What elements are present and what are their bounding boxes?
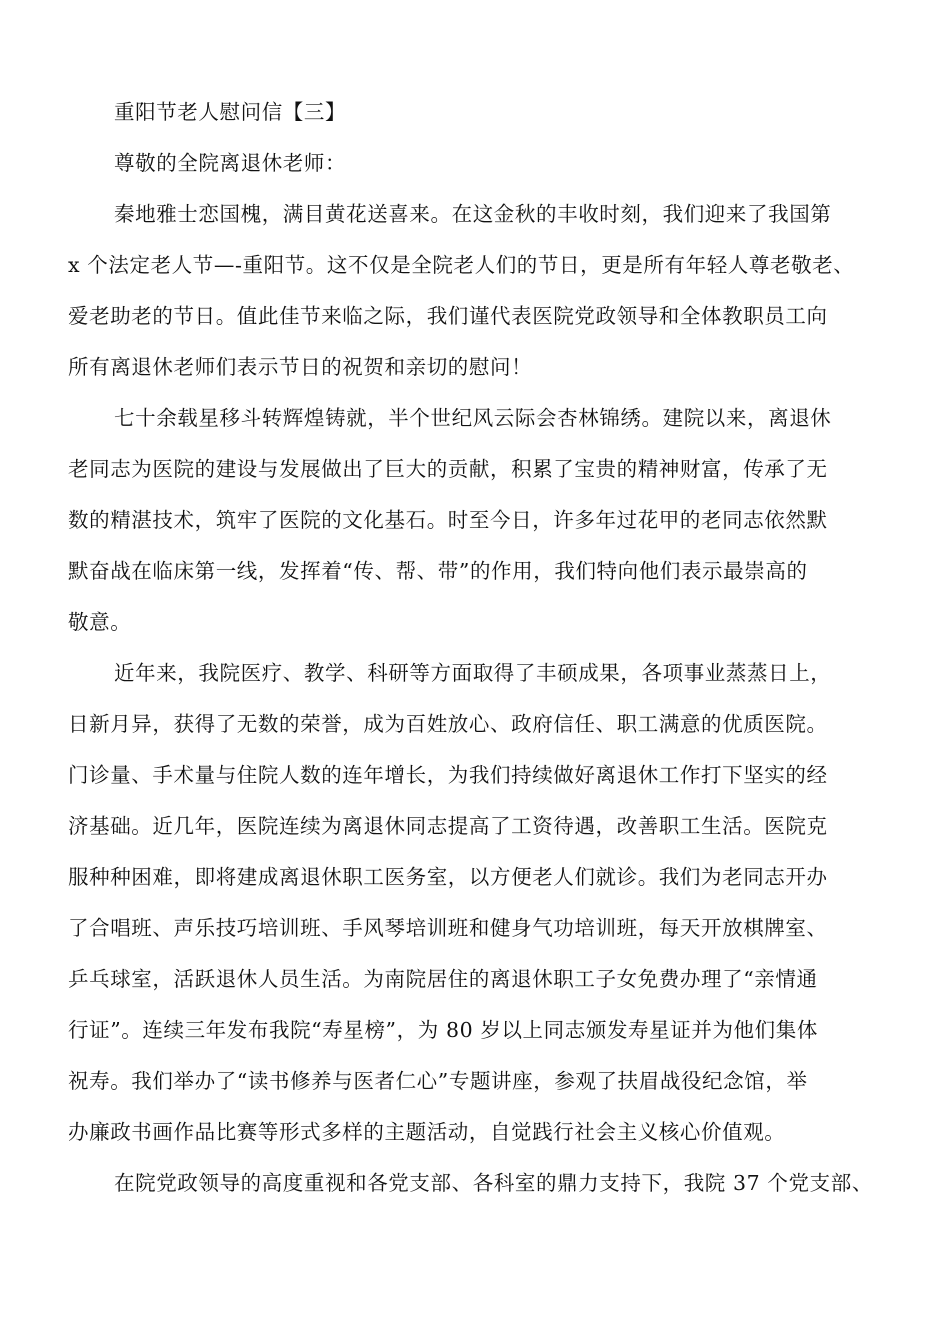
paragraph-line: 老同志为医院的建设与发展做出了巨大的贡献，积累了宝贵的精神财富，传承了无 (68, 457, 828, 481)
paragraph-line: 服种种困难，即将建成离退休职工医务室，以方便老人们就诊。我们为老同志开办 (68, 865, 828, 889)
paragraph-line: 七十余载星移斗转辉煌铸就，半个世纪风云际会杏林锦绣。建院以来，离退休 (114, 406, 832, 430)
paragraph-line: 默奋战在临床第一线，发挥着“传、帮、带”的作用，我们特向他们表示最崇高的 (68, 559, 808, 583)
paragraph-line: 门诊量、手术量与住院人数的连年增长，为我们持续做好离退休工作打下坚实的经 (68, 763, 828, 787)
paragraph-line: 爱老助老的节日。值此佳节来临之际，我们谨代表医院党政领导和全体教职员工向 (68, 304, 828, 328)
paragraph-line: 近年来，我院医疗、教学、科研等方面取得了丰硕成果，各项事业蒸蒸日上， (114, 661, 832, 685)
paragraph-line: 日新月异，获得了无数的荣誉，成为百姓放心、政府信任、职工满意的优质医院。 (68, 712, 828, 736)
paragraph-line: 行证”。连续三年发布我院“寿星榜”，为 80 岁以上同志颁发寿星证并为他们集体 (68, 1018, 818, 1042)
paragraph-line: 在院党政领导的高度重视和各党支部、各科室的鼎力支持下，我院 37 个党支部、 (114, 1171, 873, 1195)
paragraph-line: x 个法定老人节—-重阳节。这不仅是全院老人们的节日，更是所有年轻人尊老敬老、 (68, 253, 855, 277)
paragraph-line: 敬意。 (68, 610, 132, 634)
paragraph-line: 所有离退休老师们表示节日的祝贺和亲切的慰问！ (68, 355, 533, 379)
paragraph-line: 乒乓球室，活跃退休人员生活。为南院居住的离退休职工子女免费办理了“亲情通 (68, 967, 818, 991)
paragraph-line: 秦地雅士恋国槐，满目黄花送喜来。在这金秋的丰收时刻，我们迎来了我国第 (114, 202, 832, 226)
paragraph-line: 了合唱班、声乐技巧培训班、手风琴培训班和健身气功培训班，每天开放棋牌室、 (68, 916, 828, 940)
salutation: 尊敬的全院离退休老师： (114, 151, 347, 175)
paragraph-line: 祝寿。我们举办了“读书修养与医者仁心”专题讲座，参观了扶眉战役纪念馆，举 (68, 1069, 808, 1093)
paragraph-line: 济基础。近几年，医院连续为离退休同志提高了工资待遇，改善职工生活。医院克 (68, 814, 828, 838)
paragraph-line: 办廉政书画作品比赛等形式多样的主题活动，自觉践行社会主义核心价值观。 (68, 1120, 786, 1144)
letter-title: 重阳节老人慰问信【三】 (114, 100, 347, 124)
paragraph-line: 数的精湛技术，筑牢了医院的文化基石。时至今日，许多年过花甲的老同志依然默 (68, 508, 828, 532)
